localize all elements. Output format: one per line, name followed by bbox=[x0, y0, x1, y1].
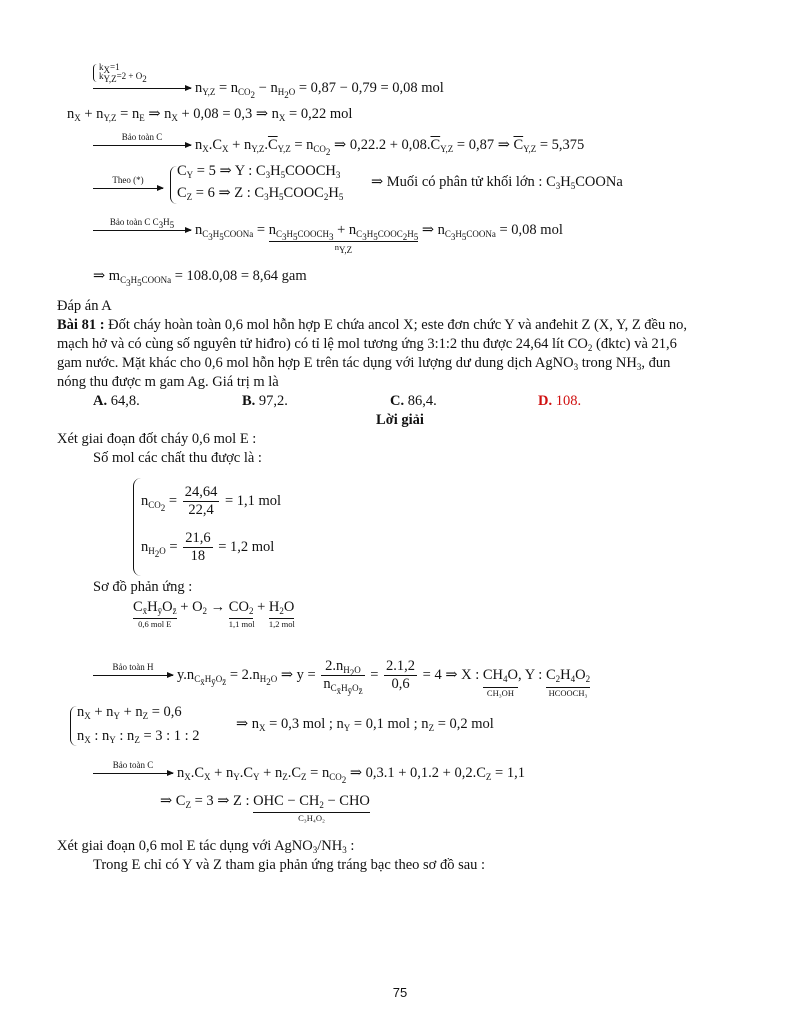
solution-s4: Xét giai đoạn 0,6 mol E tác dụng với $AgNO_3/NH_3$ : bbox=[57, 838, 355, 855]
solution-s1: Xét giai đoạn đốt cháy 0,6 mol E : bbox=[57, 431, 257, 447]
problem-line-1: Bài 81 : Đốt cháy hoàn toàn 0,6 mol hỗn hợp E chứa ancol X; este đơn chức Y và anđehit Z (X, Y, Z đều no, bbox=[57, 317, 687, 333]
sys-sum: $n_X + n_Y + n_Z = 0,6$ bbox=[77, 704, 182, 721]
option-d-correct: D. 108. bbox=[538, 393, 582, 409]
solution-s5: Trong E chỉ có Y và Z tham gia phản ứng tráng bạc theo sơ đồ sau : bbox=[93, 857, 486, 873]
line-4a: $C_Y = 5$ ⇒ Y : $C_3H_5COOCH_3$ bbox=[177, 163, 341, 180]
option-b: B. 97,2. bbox=[242, 393, 288, 409]
problem-line-4: nóng thu được m gam Ag. Giá trị m là bbox=[57, 374, 279, 390]
reaction-scheme: $C_{x̄}H_ȳO_{z̄}$ 0,6 mol E + $O_2 \to CO_2$ 1,1 mol + $H_2O$ 1,2 mol bbox=[133, 599, 295, 630]
option-c: C. 86,4. bbox=[390, 393, 437, 409]
eq-co2: $n_{CO_2}$ = $\frac{24,64}{22,4}$ = 1,1 mol bbox=[141, 484, 282, 519]
cz-result: ⇒ $C_Z = 3$ ⇒ Z : OHC − $CH_2$ − CHO C₃H₄O₂ bbox=[160, 793, 370, 824]
problem-line-3: gam nước. Mặt khác cho 0,6 mol hỗn hợp E trên tác dụng với lượng dư dung dịch AgNO$_3$ trong $NH_3$, đun bbox=[57, 355, 671, 372]
problem-line-2: mạch hở và có cùng số nguyên tử hiđro) có tỉ lệ mol tương ứng 3:1:2 thu được 24,64 lít $CO_2$ (đktc) và 21,6 bbox=[57, 336, 677, 353]
line-5: Bảo toàn C $C_3H_5$ $n_{C_3H_5COONa} = n_{C_3H_5COOCH_3} + n_{C_3H_5COOC_2H_5}$ $n_{Y,Z}$ ⇒ $n_{C_3H_5COONa} = 0,08$ mol bbox=[93, 222, 563, 242]
line-2: $n_X + n_{Y,Z} = n_E$ ⇒ $n_X + 0,08 = 0,3$ ⇒ $n_X = 0,22$ mol bbox=[67, 106, 353, 123]
solution-heading: Lời giải bbox=[376, 412, 424, 428]
line-4c: ⇒ Muối có phân tử khối lớn : $C_3H_5COONa$ bbox=[371, 174, 623, 191]
line-1: $n_{Y,Z} = n_{CO_2} - n_{H_2O} = 0,87 - 0,79 = 0,08$ mol bbox=[93, 80, 444, 97]
bao-toan-c: Bảo toàn C $n_X.C_X + n_Y.C_Y + n_Z.C_Z = n_{CO_2}$ ⇒ $0,3.1 + 0,1.2 + 0,2.C_Z = 1,1$ bbox=[93, 765, 525, 782]
line-6: ⇒ $m_{C_3H_5COONa} = 108.0,08 = 8,64$ gam bbox=[93, 268, 307, 288]
solution-s3: Sơ đồ phản ứng : bbox=[93, 579, 193, 595]
line-3: Bảo toàn C $n_X.C_X + n_{Y,Z}.\overline{C}_{Y,Z} = n_{CO_2}$ ⇒ $0,22.2 + 0,08.\overline{C}_{Y,Z} = 0,87$ ⇒ $\overline{C}_{Y,Z} = 5,375$ bbox=[93, 137, 584, 154]
sys-result: ⇒ $n_X = 0,3$ mol ; $n_Y = 0,1$ mol ; $n_Z = 0,2$ mol bbox=[236, 716, 494, 733]
page-number: 75 bbox=[392, 985, 408, 1000]
solution-s2: Số mol các chất thu được là : bbox=[93, 450, 262, 466]
sys-ratio: $n_X$ : $n_Y$ : $n_Z = 3$ : 1 : 2 bbox=[77, 728, 200, 745]
previous-answer: Đáp án A bbox=[57, 298, 112, 314]
eq-h2o: $n_{H_2O}$ = $\frac{21,6}{18}$ = 1,2 mol bbox=[141, 530, 275, 565]
option-a: A. 64,8. bbox=[93, 393, 140, 409]
line-4: Theo (*) bbox=[93, 172, 167, 189]
bao-toan-h: Bảo toàn H $y.n_{C_{x̄}H_ȳO_{z̄}} = 2.n_{H_2O}$ ⇒ y = $\frac{2.n_{H_2O}}{n_{C_{x̄}H_ȳO_{z̄}}}$ = $\frac{2.1,2}{0,6}$ = 4 ⇒ X : $CH_4O$ CH₃OH , Y : $C_2H_4O_2$ HCOOCH₃ bbox=[93, 658, 590, 694]
line-4b: $C_Z = 6$ ⇒ Z : $C_3H_5COOC_2H_5$ bbox=[177, 185, 344, 202]
